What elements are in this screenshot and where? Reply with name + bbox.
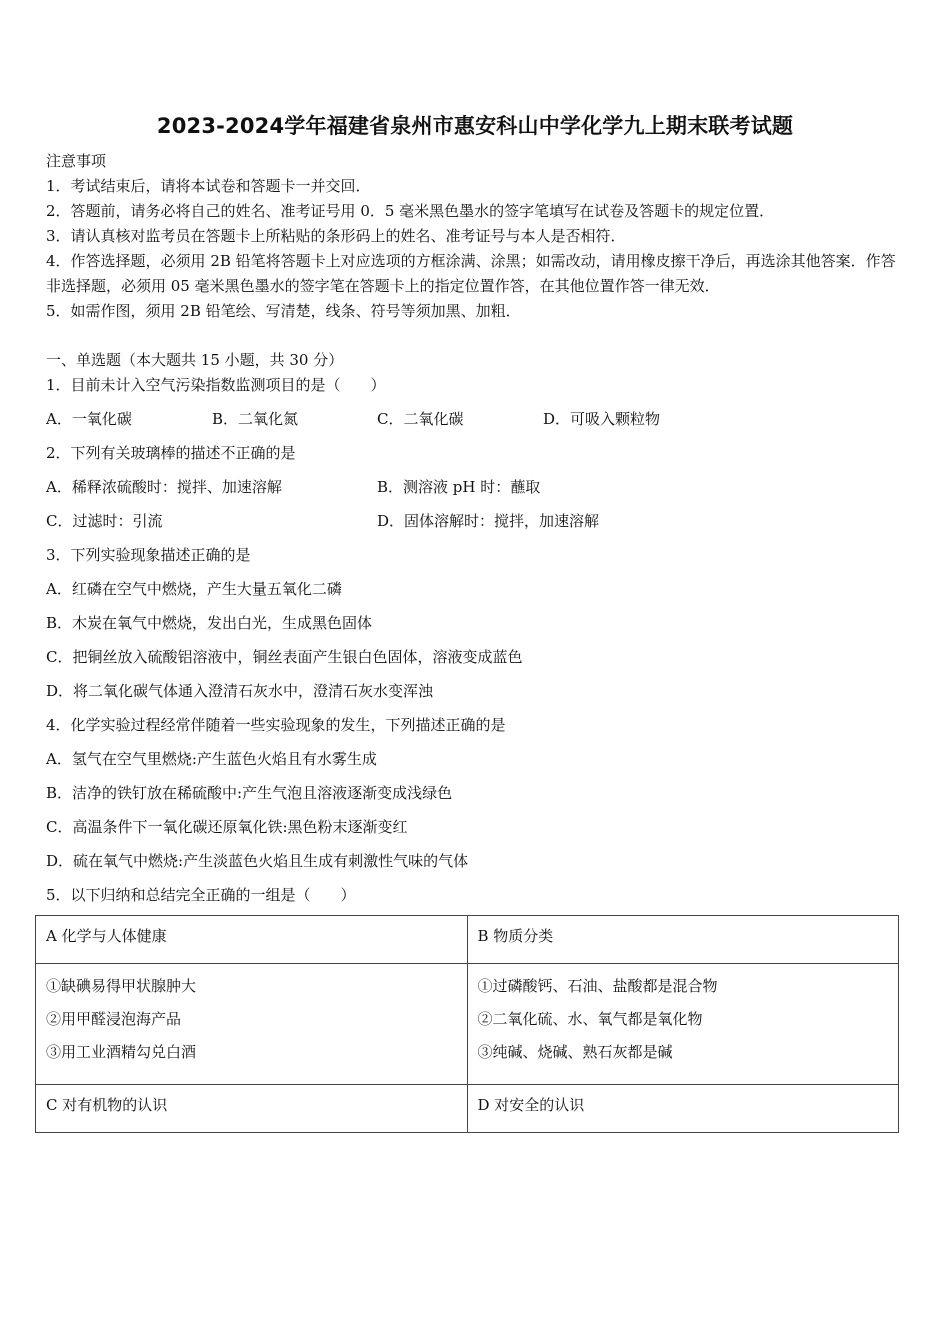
question-3-option-d: D．将二氧化碳气体通入澄清石灰水中，澄清石灰水变浑浊 (46, 682, 434, 700)
table-cell-b-items (467, 964, 899, 1085)
question-4-option-d: D．硫在氧气中燃烧:产生淡蓝色火焰且生成有刺激性气味的气体 (46, 852, 469, 870)
notice-item-2: 2．答题前，请务必将自己的姓名、准考证号用 0．5 毫米黑色墨水的签字笔填写在试卷及答题卡的规定位置． (46, 202, 775, 220)
page-title: 2023-2024学年福建省泉州市惠安科山中学化学九上期末联考试题 (156, 114, 794, 138)
notice-item-5: 5．如需作图，须用 2B 铅笔绘、写清楚，线条、符号等须加黑、加粗． (46, 302, 521, 320)
table-b-item-2: ②二氧化硫、水、氧气都是氧化物 (477, 1010, 703, 1028)
table-a-item-2: ②用甲醛浸泡海产品 (46, 1010, 182, 1028)
notice-item-3: 3．请认真核对监考员在答题卡上所粘贴的条形码上的姓名、准考证号与本人是否相符． (46, 227, 626, 245)
question-5-table (35, 915, 899, 1133)
table-a-item-1: ①缺碘易得甲状腺肿大 (46, 977, 197, 995)
table-cell-c-head: C 对有机物的认识 (36, 1085, 468, 1133)
question-1-option-d: D．可吸入颗粒物 (543, 410, 661, 428)
table-cell-a-items (36, 964, 468, 1085)
notice-item-4: 4．作答选择题，必须用 2B 铅笔将答题卡上对应选项的方框涂满、涂黑；如需改动，请用橡皮擦干净后，再选涂其他答案．作答非选择题，必须用 05 毫米黑色墨水的签字笔在答题卡上的指定位置作答，在其他位置作答一律无效． (46, 252, 896, 295)
table-cell-b-head: B 物质分类 (467, 916, 899, 964)
question-4-option-b: B．洁净的铁钉放在稀硫酸中:产生气泡且溶液逐渐变成浅绿色 (46, 784, 453, 802)
question-2-stem: 2．下列有关玻璃棒的描述不正确的是 (46, 444, 296, 462)
table-cell-a-head: A 化学与人体健康 (36, 916, 468, 964)
notice-heading: 注意事项 (46, 152, 107, 170)
question-2-option-d: D．固体溶解时：搅拌，加速溶解 (377, 512, 600, 530)
question-3-option-c: C．把铜丝放入硫酸铝溶液中，铜丝表面产生银白色固体，溶液变成蓝色 (46, 648, 523, 666)
question-1-option-c: C．二氧化碳 (377, 410, 464, 428)
question-3-option-a: A．红磷在空气中燃烧，产生大量五氧化二磷 (46, 580, 342, 598)
table-b-item-1: ①过磷酸钙、石油、盐酸都是混合物 (477, 977, 718, 995)
question-5-stem: 5．以下归纳和总结完全正确的一组是（ ） (46, 886, 356, 904)
question-3-option-b: B．木炭在氧气中燃烧，发出白光，生成黑色固体 (46, 614, 373, 632)
table-cell-d-head: D 对安全的认识 (467, 1085, 899, 1133)
question-1-stem: 1．目前未计入空气污染指数监测项目的是（ ） (46, 376, 386, 394)
question-4-option-c: C．高温条件下一氧化碳还原氧化铁:黑色粉末逐渐变红 (46, 818, 408, 836)
table-a-item-3: ③用工业酒精勾兑白酒 (46, 1043, 197, 1061)
section-heading: 一、单选题（本大题共 15 小题，共 30 分） (46, 351, 344, 369)
question-2-option-b: B．测溶液 pH 时：蘸取 (377, 478, 541, 496)
notice-item-1: 1．考试结束后，请将本试卷和答题卡一并交回． (46, 177, 371, 195)
question-2-option-a: A．稀释浓硫酸时：搅拌、加速溶解 (46, 478, 282, 496)
question-3-stem: 3．下列实验现象描述正确的是 (46, 546, 251, 564)
question-2-option-c: C．过滤时：引流 (46, 512, 163, 530)
table-b-item-3: ③纯碱、烧碱、熟石灰都是碱 (477, 1043, 673, 1061)
question-4-option-a: A．氢气在空气里燃烧:产生蓝色火焰且有水雾生成 (46, 750, 377, 768)
question-1-option-b: B．二氧化氮 (212, 410, 299, 428)
question-1-option-a: A．一氧化碳 (46, 410, 132, 428)
question-4-stem: 4．化学实验过程经常伴随着一些实验现象的发生，下列描述正确的是 (46, 716, 506, 734)
